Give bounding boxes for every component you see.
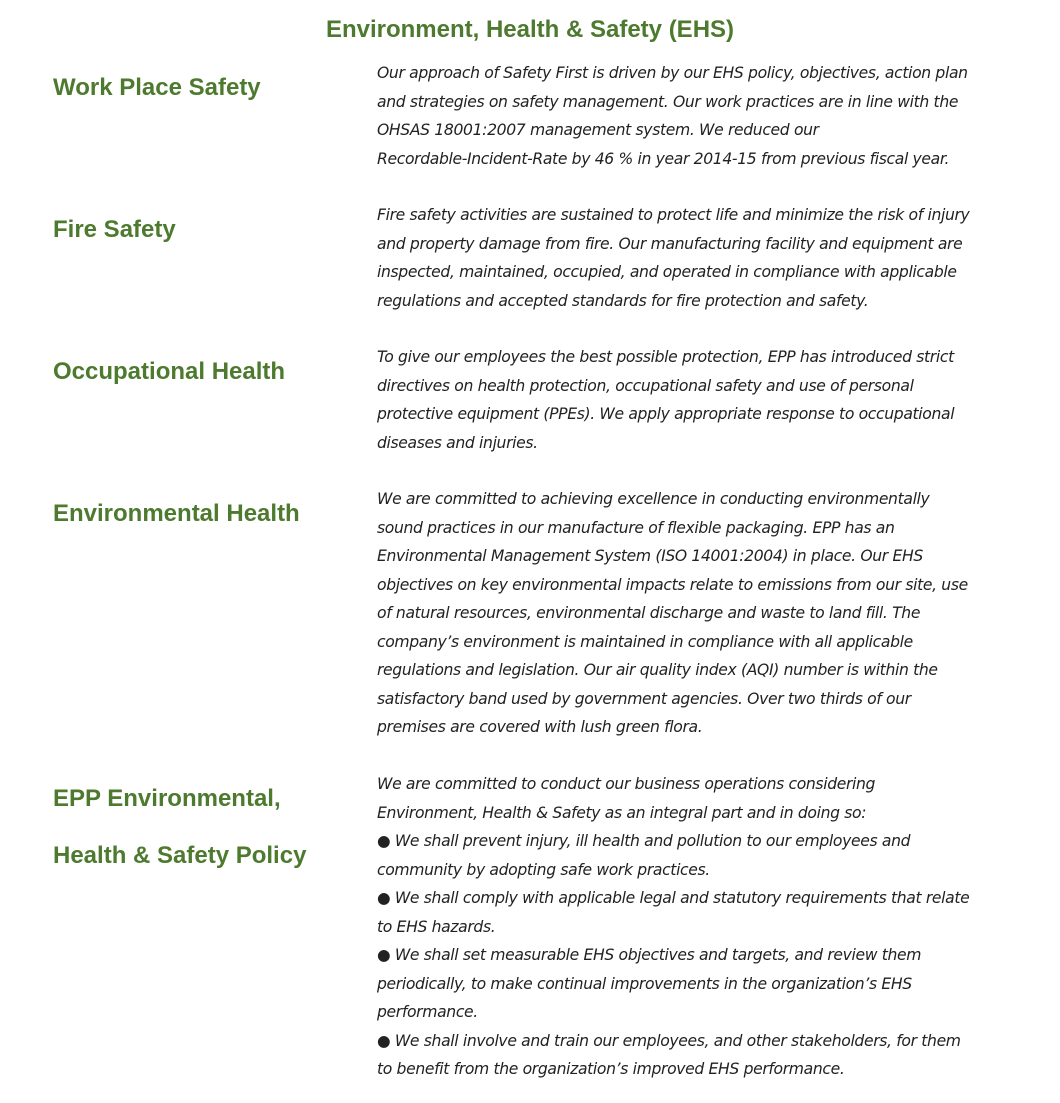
body-line: company’s environment is maintained in compliance with all applicable <box>377 632 913 651</box>
body-line: protective equipment (PPEs). We apply appropriate response to occupational <box>377 405 955 423</box>
bullet-line: ● We shall prevent injury, ill health and pollution to our employees and <box>377 832 911 850</box>
body-line: inspected, maintained, occupied, and operated in compliance with applicable <box>377 263 957 281</box>
heading-line: Occupational Health <box>53 358 286 385</box>
section-heading <box>53 201 353 258</box>
body-line: periodically, to make continual improvements in the organization’s EHS <box>377 974 912 993</box>
section-heading <box>53 59 353 116</box>
section-heading <box>53 343 353 400</box>
body-line: to benefit from the organization’s improved EHS performance. <box>377 1060 845 1078</box>
body-line: OHSAS 18001:2007 management system. We reduced our <box>377 121 819 139</box>
section-body <box>377 343 1017 457</box>
bullet-line: ● We shall set measurable EHS objectives and targets, and review them <box>377 946 922 964</box>
body-line: and strategies on safety management. Our work practices are in line with the <box>377 92 959 111</box>
body-line: of natural resources, environmental discharge and waste to land fill. The <box>377 604 921 622</box>
body-line: Environment, Health & Safety as an integral part and in doing so: <box>377 803 867 822</box>
body-line: To give our employees the best possible protection, EPP has introduced strict <box>377 348 954 366</box>
body-line: Our approach of Safety First is driven by our EHS policy, objectives, action plan <box>377 64 968 82</box>
body-line: regulations and legislation. Our air quality index (AQI) number is within the <box>377 661 938 679</box>
body-line: Recordable-Incident-Rate by 46 % in year 2014-15 from previous fiscal year. <box>377 149 950 168</box>
body-line: regulations and accepted standards for fire protection and safety. <box>377 291 869 310</box>
body-line: We are committed to conduct our business operations considering <box>377 775 876 793</box>
heading-line: Environmental Health <box>53 500 300 527</box>
bullet-line: ● We shall comply with applicable legal and statutory requirements that relate <box>377 889 970 907</box>
section-body <box>377 770 1017 1084</box>
body-line: performance. <box>377 1003 478 1021</box>
body-line: objectives on key environmental impacts relate to emissions from our site, use <box>377 575 968 594</box>
body-line: premises are covered with lush green flora. <box>377 718 703 736</box>
bullet-line: ● We shall involve and train our employees, and other stakeholders, for them <box>377 1031 961 1050</box>
body-line: Fire safety activities are sustained to protect life and minimize the risk of injury <box>377 206 970 224</box>
section-body <box>377 59 1017 173</box>
body-line: to EHS hazards. <box>377 917 496 936</box>
body-line: community by adopting safe work practices. <box>377 860 710 879</box>
body-line: satisfactory band used by government agencies. Over two thirds of our <box>377 689 911 708</box>
section-body <box>377 201 1017 315</box>
heading-line: EPP Environmental, <box>53 785 281 812</box>
body-line: We are committed to achieving excellence in conducting environmentally <box>377 490 930 508</box>
body-line: and property damage from fire. Our manufacturing facility and equipment are <box>377 234 963 253</box>
heading-line: Work Place Safety <box>53 74 261 101</box>
heading-line: Health & Safety Policy <box>53 842 307 869</box>
heading-line: Fire Safety <box>53 216 176 243</box>
page-title: Environment, Health & Safety (EHS) <box>325 16 735 43</box>
body-line: Environmental Management System (ISO 14001:2004) in place. Our EHS <box>377 547 923 565</box>
body-line: diseases and injuries. <box>377 433 538 452</box>
section-body <box>377 485 1017 742</box>
body-line: directives on health protection, occupational safety and use of personal <box>377 376 914 395</box>
section-heading <box>53 770 353 884</box>
body-line: sound practices in our manufacture of flexible packaging. EPP has an <box>377 518 895 537</box>
section-heading <box>53 485 353 542</box>
